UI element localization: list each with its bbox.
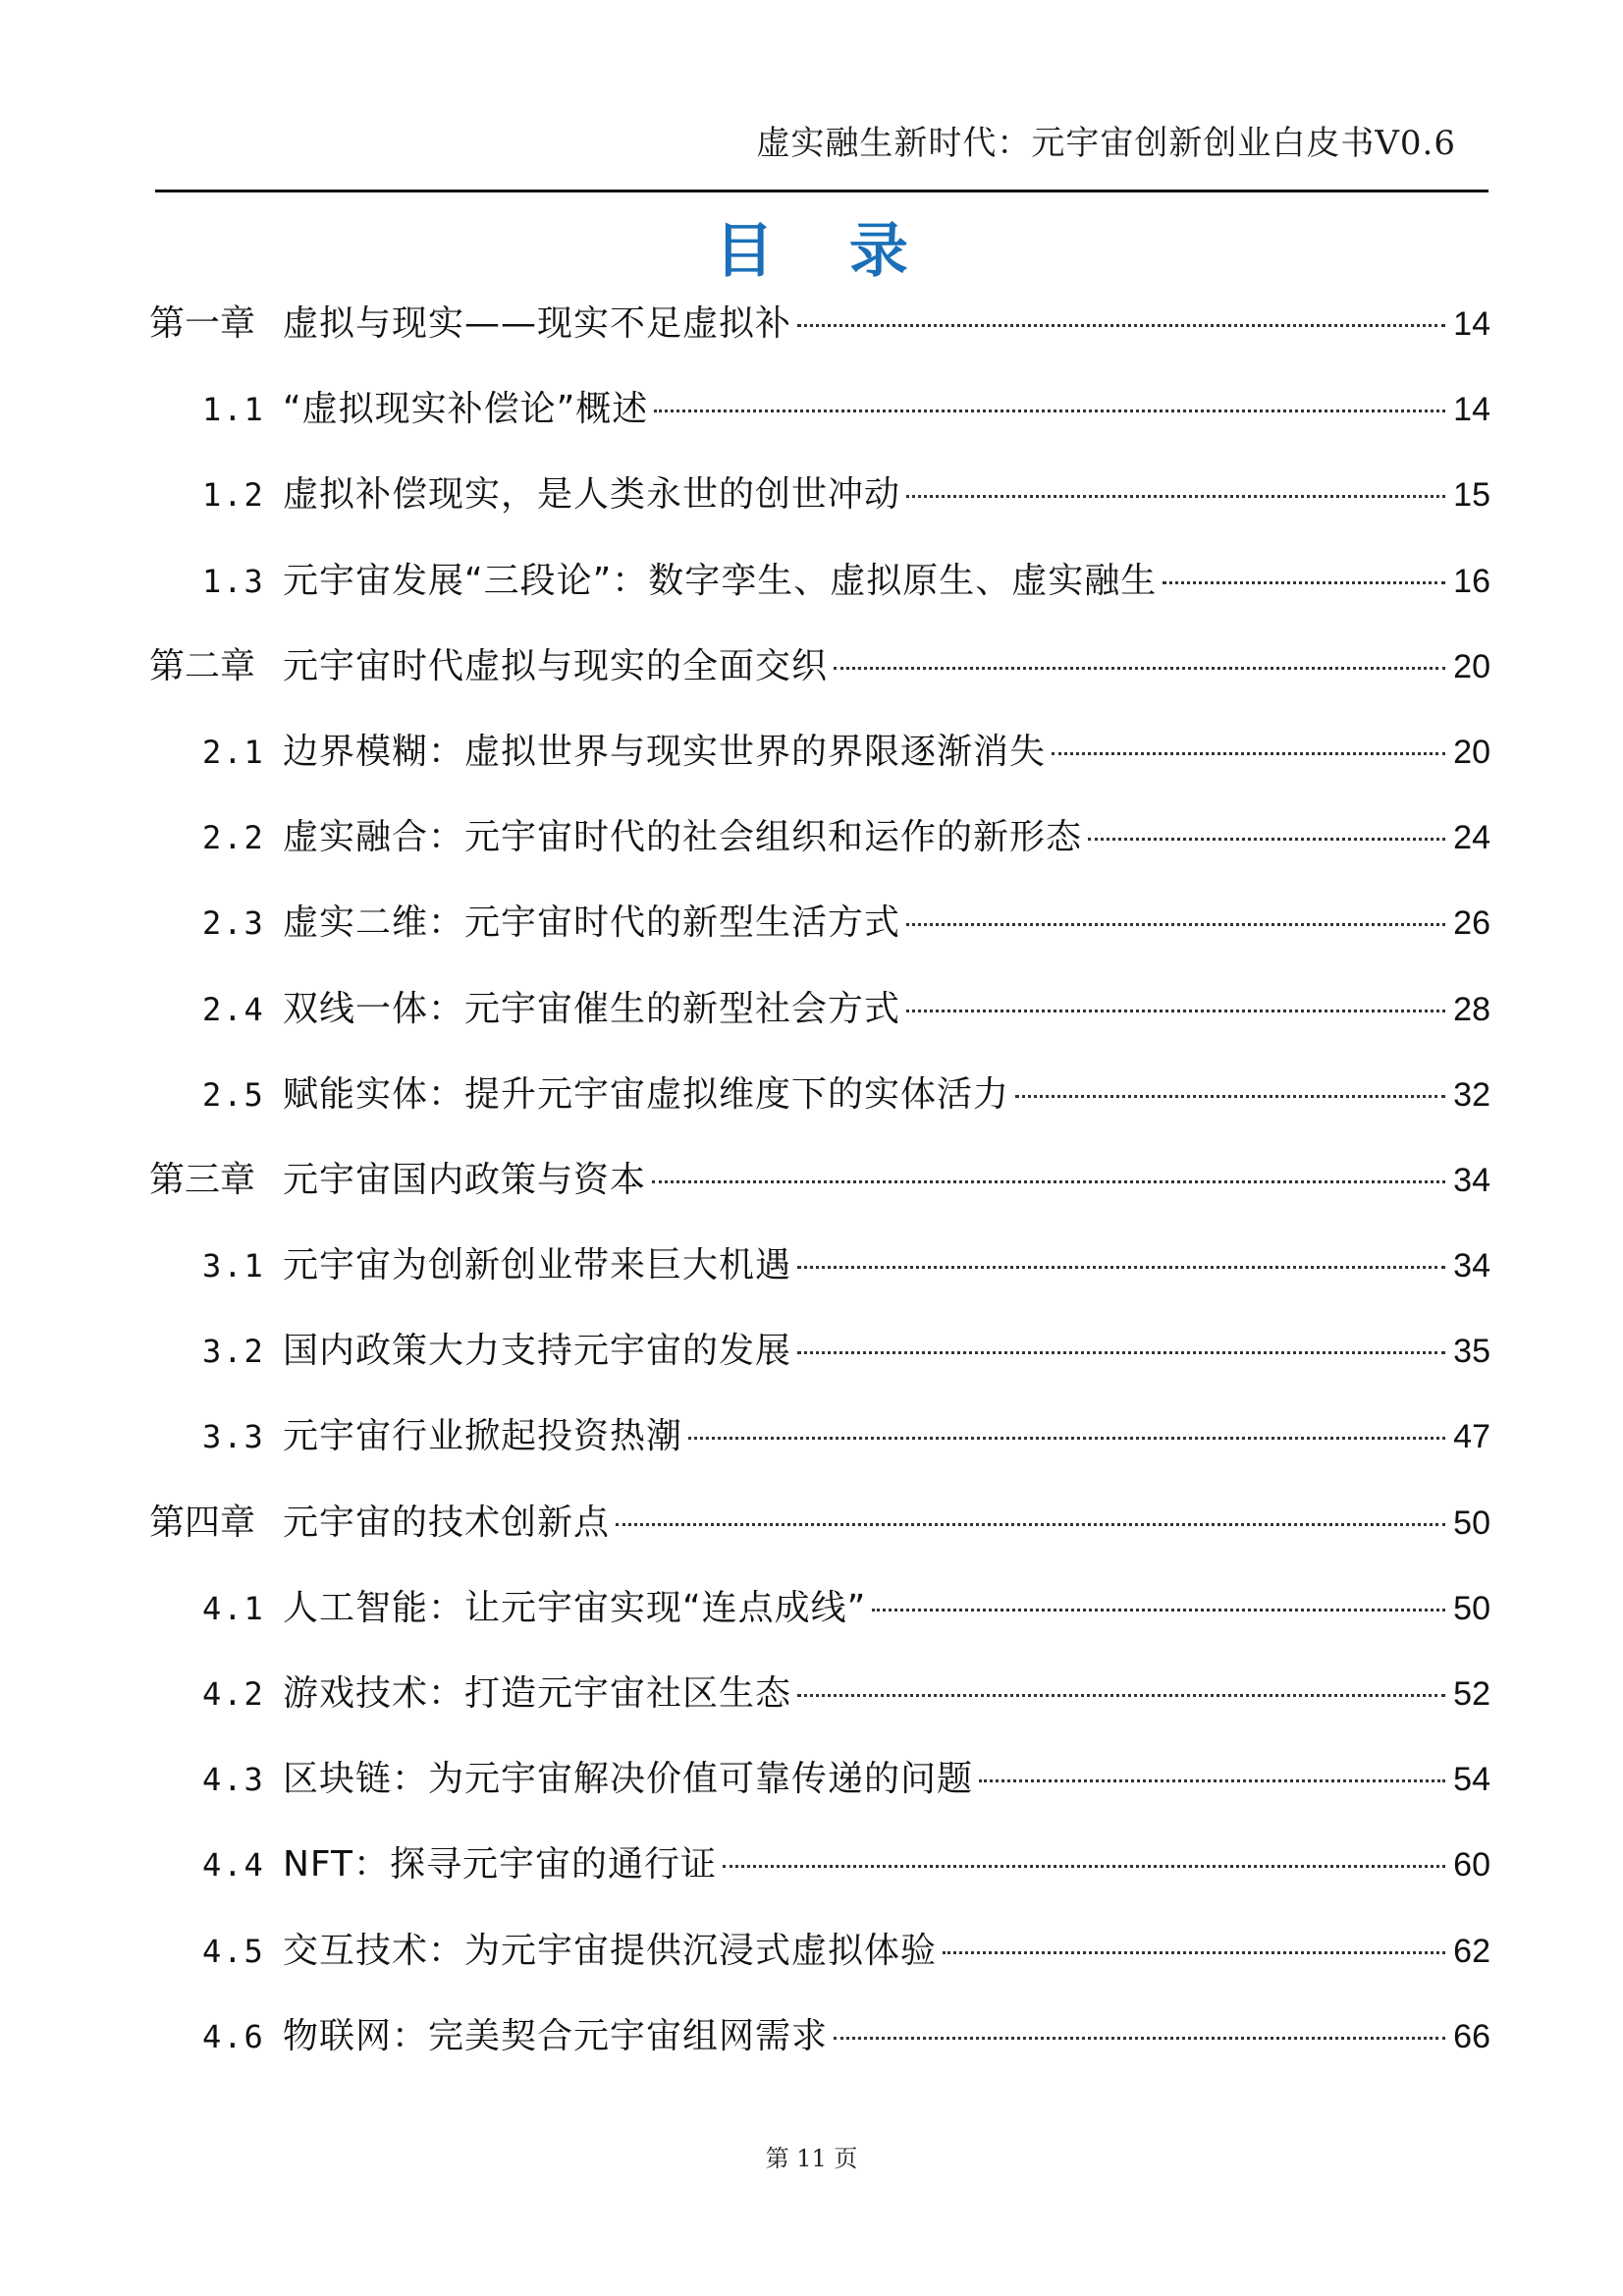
toc-entry-number: 第三章 [149,1159,256,1200]
toc-section-entry[interactable] [149,1747,1490,1832]
toc-section-entry[interactable] [149,1404,1490,1490]
toc-chapter-entry[interactable] [149,634,1490,720]
toc-section-entry[interactable] [149,805,1490,891]
toc-entry-page: 62 [1453,1932,1490,1970]
toc-chapter-entry[interactable] [149,1148,1490,1233]
toc-entry-title: “虚拟现实补偿论”概述 [283,389,649,430]
toc-dot-leader [943,1951,1445,1954]
toc-heading: 目 录 [715,217,936,286]
toc-entry-title: 交互技术：为元宇宙提供沉浸式虚拟体验 [283,1930,938,1971]
toc-dot-leader [616,1523,1445,1526]
toc-section-entry[interactable] [149,1832,1490,1918]
toc-entry-title: NFT：探寻元宇宙的通行证 [283,1844,717,1886]
toc-entry-number: 3.3 [202,1418,265,1456]
toc-section-entry[interactable] [149,1233,1490,1319]
toc-entry-number: 2.2 [202,819,265,857]
toc-dot-leader [906,923,1445,926]
toc-entry-page: 14 [1453,391,1490,429]
toc-entry-page: 20 [1453,647,1490,685]
header-divider [155,190,1488,192]
toc-section-entry[interactable] [149,1576,1490,1662]
toc-entry-page: 34 [1453,1161,1490,1199]
toc-entry-number: 4.1 [202,1589,265,1627]
toc-dot-leader [1088,838,1445,841]
toc-section-entry[interactable] [149,549,1490,634]
toc-entry-number: 第二章 [149,645,256,686]
toc-entry-page: 24 [1453,819,1490,857]
toc-chapter-entry[interactable] [149,1491,1490,1576]
toc-entry-page: 50 [1453,1589,1490,1627]
toc-chapter-entry[interactable] [149,292,1490,377]
toc-dot-leader [979,1779,1445,1782]
toc-entry-number: 3.1 [202,1247,265,1285]
toc-dot-leader [834,667,1445,670]
toc-list [149,292,1490,2090]
toc-entry-number: 4.5 [202,1932,265,1970]
toc-dot-leader [688,1437,1445,1440]
toc-dot-leader [797,324,1445,327]
toc-section-entry[interactable] [149,1063,1490,1148]
toc-entry-title: 虚实融合：元宇宙时代的社会组织和运作的新形态 [283,817,1083,858]
toc-entry-page: 66 [1453,2017,1490,2055]
toc-dot-leader [654,410,1445,412]
toc-section-entry[interactable] [149,891,1490,976]
toc-entry-title: 元宇宙为创新创业带来巨大机遇 [283,1245,792,1286]
toc-entry-page: 47 [1453,1418,1490,1456]
toc-entry-title: 边界模糊：虚拟世界与现实世界的界限逐渐消失 [283,731,1047,772]
toc-section-entry[interactable] [149,977,1490,1063]
toc-entry-number: 4.3 [202,1761,265,1799]
toc-entry-title: 双线一体：元宇宙催生的新型社会方式 [283,988,901,1029]
toc-entry-title: 虚拟补偿现实，是人类永世的创世冲动 [283,474,901,516]
toc-entry-number: 4.2 [202,1675,265,1713]
toc-entry-page: 60 [1453,1846,1490,1885]
toc-entry-title: 赋能实体：提升元宇宙虚拟维度下的实体活力 [283,1073,1010,1115]
toc-entry-page: 15 [1453,476,1490,515]
toc-entry-title: 物联网：完美契合元宇宙组网需求 [283,2015,829,2056]
toc-entry-title: 元宇宙国内政策与资本 [283,1159,647,1200]
toc-entry-title: 虚实二维：元宇宙时代的新型生活方式 [283,902,901,944]
toc-entry-title: 元宇宙的技术创新点 [283,1502,611,1543]
toc-entry-number: 2.3 [202,904,265,943]
toc-entry-number: 1.2 [202,476,265,515]
toc-entry-title: 元宇宙发展“三段论”：数字孪生、虚拟原生、虚实融生 [283,560,1158,601]
toc-entry-page: 20 [1453,733,1490,771]
toc-dot-leader [652,1180,1445,1183]
toc-entry-number: 第一章 [149,303,256,344]
page-number: 第 11 页 [765,2145,858,2172]
toc-dot-leader [1052,752,1445,755]
toc-entry-page: 54 [1453,1761,1490,1799]
toc-entry-title: 元宇宙时代虚拟与现实的全面交织 [283,645,829,686]
toc-entry-title: 国内政策大力支持元宇宙的发展 [283,1331,792,1372]
toc-entry-number: 4.4 [202,1846,265,1885]
toc-dot-leader [1015,1095,1445,1098]
toc-entry-title: 元宇宙行业掀起投资热潮 [283,1416,683,1457]
toc-entry-number: 2.5 [202,1075,265,1114]
toc-entry-page: 14 [1453,305,1490,343]
toc-entry-page: 16 [1453,562,1490,600]
toc-entry-page: 35 [1453,1333,1490,1371]
toc-entry-number: 2.1 [202,733,265,771]
toc-entry-number: 4.6 [202,2017,265,2055]
toc-dot-leader [1163,581,1445,584]
toc-dot-leader [797,1266,1445,1269]
toc-entry-page: 52 [1453,1675,1490,1713]
toc-section-entry[interactable] [149,2004,1490,2090]
toc-entry-number: 第四章 [149,1502,256,1543]
toc-entry-title: 虚拟与现实——现实不足虚拟补 [283,303,792,344]
toc-entry-page: 32 [1453,1075,1490,1114]
toc-entry-title: 区块链：为元宇宙解决价值可靠传递的问题 [283,1759,974,1800]
toc-dot-leader [834,2037,1445,2040]
toc-section-entry[interactable] [149,463,1490,548]
toc-entry-page: 50 [1453,1503,1490,1542]
toc-dot-leader [906,495,1445,498]
toc-entry-number: 2.4 [202,990,265,1028]
toc-section-entry[interactable] [149,1919,1490,2004]
toc-dot-leader [797,1351,1445,1354]
toc-dot-leader [723,1865,1445,1868]
toc-section-entry[interactable] [149,1662,1490,1747]
toc-entry-title: 人工智能：让元宇宙实现“连点成线” [283,1587,867,1628]
toc-entry-number: 3.2 [202,1333,265,1371]
toc-entry-number: 1.3 [202,562,265,600]
toc-entry-page: 34 [1453,1247,1490,1285]
running-header: 虚实融生新时代：元宇宙创新创业白皮书V0.6 [756,124,1456,163]
toc-entry-title: 游戏技术：打造元宇宙社区生态 [283,1673,792,1714]
toc-dot-leader [906,1010,1445,1012]
toc-dot-leader [872,1609,1445,1612]
toc-entry-number: 1.1 [202,391,265,429]
toc-section-entry[interactable] [149,1319,1490,1404]
toc-entry-page: 28 [1453,990,1490,1028]
toc-entry-page: 26 [1453,904,1490,943]
toc-section-entry[interactable] [149,377,1490,463]
toc-dot-leader [797,1694,1445,1697]
toc-section-entry[interactable] [149,720,1490,805]
